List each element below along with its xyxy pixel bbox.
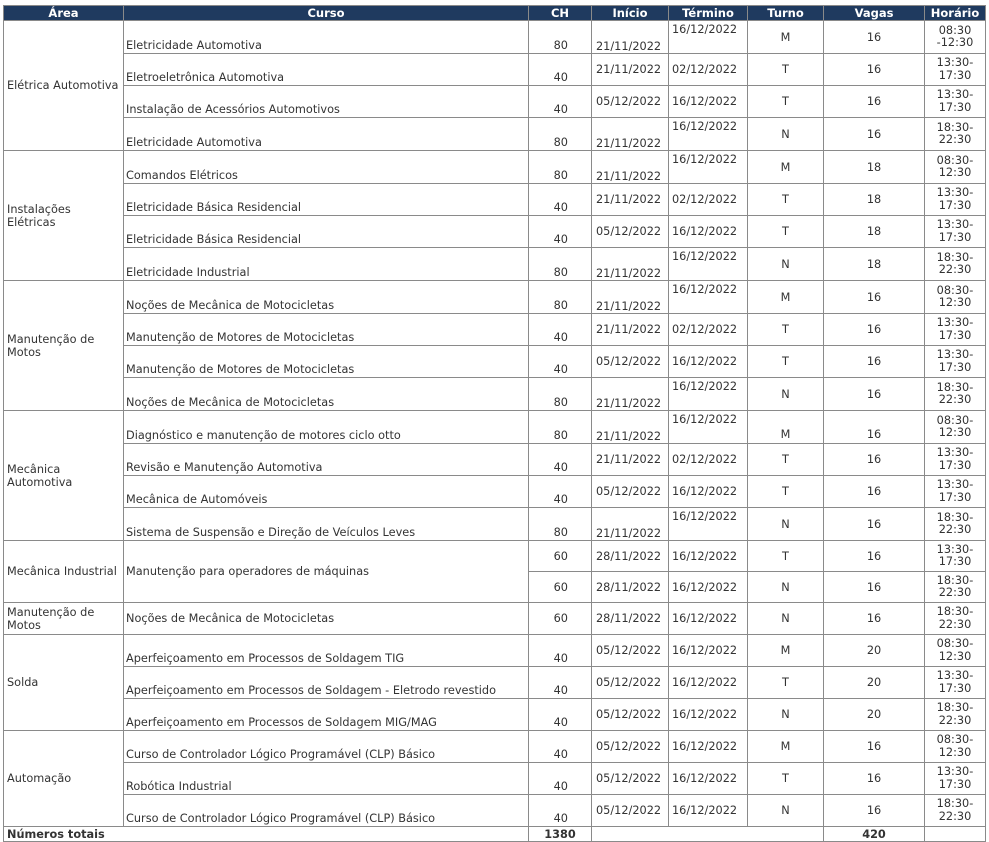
seats-cell: 18 [824,151,925,184]
seats-cell: 16 [824,346,925,378]
course-cell: Noções de Mecânica de Motocicletas [124,378,529,411]
area-cell: Mecânica Industrial [4,541,124,603]
end-date-cell: 16/12/2022 [669,795,748,827]
seats-cell: 16 [824,314,925,346]
schedule-cell: 08:30- 12:30 [925,151,986,184]
seats-cell: 16 [824,378,925,411]
shift-cell: N [748,248,824,281]
table-row [4,699,986,731]
start-date-cell: 05/12/2022 [592,476,669,508]
start-date-cell: 21/11/2022 [592,378,669,411]
shift-cell: T [748,763,824,795]
schedule-cell: 13:30- 17:30 [925,444,986,476]
start-date-cell: 21/11/2022 [592,21,669,54]
schedule-cell: 13:30- 17:30 [925,346,986,378]
start-date-cell: 05/12/2022 [592,731,669,763]
table-row [4,216,986,248]
shift-cell: T [748,86,824,118]
schedule-cell: 13:30- 17:30 [925,184,986,216]
course-cell: Eletricidade Automotiva [124,118,529,151]
start-date-cell: 05/12/2022 [592,216,669,248]
ch-cell: 40 [529,86,592,118]
seats-cell: 16 [824,118,925,151]
course-cell: Eletroeletrônica Automotiva [124,54,529,86]
table-row [4,314,986,346]
seats-cell: 16 [824,54,925,86]
table-row [4,667,986,699]
schedule-cell: 13:30- 17:30 [925,54,986,86]
course-cell: Eletricidade Básica Residencial [124,216,529,248]
end-date-cell: 16/12/2022 [669,476,748,508]
seats-cell: 16 [824,411,925,444]
course-cell: Aperfeiçoamento em Processos de Soldagem MIG/MAG [124,699,529,731]
end-date-cell: 02/12/2022 [669,314,748,346]
totals-vagas: 420 [824,827,925,842]
shift-cell: T [748,476,824,508]
schedule-cell: 08:30- 12:30 [925,731,986,763]
table-row [4,763,986,795]
course-cell: Manutenção para operadores de máquinas [124,541,529,603]
area-cell: Automação [4,731,124,827]
area-cell: Manutenção de Motos [4,603,124,635]
seats-cell: 20 [824,667,925,699]
seats-cell: 16 [824,508,925,541]
course-cell: Aperfeiçoamento em Processos de Soldagem - Eletrodo revestido [124,667,529,699]
ch-cell: 40 [529,54,592,86]
start-date-cell: 21/11/2022 [592,508,669,541]
ch-cell: 40 [529,216,592,248]
end-date-cell: 16/12/2022 [669,508,748,541]
totals-row [4,827,986,842]
shift-cell: M [748,731,824,763]
header-turno: Turno [748,6,824,21]
ch-cell: 40 [529,184,592,216]
end-date-cell: 16/12/2022 [669,86,748,118]
course-cell: Curso de Controlador Lógico Programável (CLP) Básico [124,731,529,763]
shift-cell: M [748,635,824,667]
start-date-cell: 21/11/2022 [592,411,669,444]
shift-cell: M [748,21,824,54]
seats-cell: 20 [824,635,925,667]
shift-cell: T [748,184,824,216]
area-cell: Elétrica Automotiva [4,21,124,151]
start-date-cell: 05/12/2022 [592,667,669,699]
ch-cell: 40 [529,731,592,763]
seats-cell: 16 [824,476,925,508]
ch-cell: 80 [529,151,592,184]
course-cell: Comandos Elétricos [124,151,529,184]
seats-cell: 16 [824,444,925,476]
course-cell: Noções de Mecânica de Motocicletas [124,281,529,314]
start-date-cell: 05/12/2022 [592,699,669,731]
table-row [4,541,986,572]
shift-cell: T [748,54,824,86]
schedule-cell: 18:30- 22:30 [925,508,986,541]
shift-cell: T [748,444,824,476]
start-date-cell: 05/12/2022 [592,86,669,118]
end-date-cell: 16/12/2022 [669,346,748,378]
seats-cell: 16 [824,86,925,118]
end-date-cell: 16/12/2022 [669,603,748,635]
schedule-cell: 13:30- 17:30 [925,86,986,118]
header-curso: Curso [124,6,529,21]
ch-cell: 40 [529,314,592,346]
start-date-cell: 28/11/2022 [592,603,669,635]
area-cell: Manutenção de Motos [4,281,124,411]
table-row [4,248,986,281]
table-row [4,86,986,118]
table-row [4,508,986,541]
course-cell: Manutenção de Motores de Motocicletas [124,314,529,346]
table-row [4,476,986,508]
table-row [4,635,986,667]
header-inicio: Início [592,6,669,21]
totals-empty-cell [925,827,986,842]
ch-cell: 80 [529,21,592,54]
table-row [4,411,986,444]
schedule-cell: 18:30- 22:30 [925,248,986,281]
schedule-cell: 13:30- 17:30 [925,667,986,699]
seats-cell: 16 [824,603,925,635]
course-cell: Robótica Industrial [124,763,529,795]
start-date-cell: 21/11/2022 [592,184,669,216]
table-row [4,795,986,827]
schedule-cell: 08:30- 12:30 [925,281,986,314]
shift-cell: T [748,216,824,248]
seats-cell: 18 [824,184,925,216]
end-date-cell: 16/12/2022 [669,151,748,184]
course-cell: Noções de Mecânica de Motocicletas [124,603,529,635]
end-date-cell: 16/12/2022 [669,118,748,151]
ch-cell: 40 [529,444,592,476]
schedule-cell: 13:30- 17:30 [925,763,986,795]
table-row [4,118,986,151]
table-row [4,54,986,86]
course-cell: Aperfeiçoamento em Processos de Soldagem TIG [124,635,529,667]
schedule-cell: 13:30- 17:30 [925,541,986,572]
header-vagas: Vagas [824,6,925,21]
ch-cell: 40 [529,476,592,508]
schedule-cell: 18:30- 22:30 [925,699,986,731]
ch-cell: 80 [529,118,592,151]
schedule-cell: 18:30- 22:30 [925,118,986,151]
end-date-cell: 16/12/2022 [669,411,748,444]
seats-cell: 16 [824,281,925,314]
header-area: Área [4,6,124,21]
table-row [4,444,986,476]
end-date-cell: 16/12/2022 [669,572,748,603]
end-date-cell: 02/12/2022 [669,54,748,86]
shift-cell: T [748,346,824,378]
ch-cell: 40 [529,795,592,827]
start-date-cell: 28/11/2022 [592,572,669,603]
schedule-cell: 13:30- 17:30 [925,476,986,508]
table-row [4,603,986,635]
start-date-cell: 28/11/2022 [592,541,669,572]
start-date-cell: 21/11/2022 [592,444,669,476]
course-cell: Curso de Controlador Lógico Programável (CLP) Básico [124,795,529,827]
totals-ch: 1380 [529,827,592,842]
end-date-cell: 16/12/2022 [669,699,748,731]
table-row [4,21,986,54]
course-cell: Instalação de Acessórios Automotivos [124,86,529,118]
end-date-cell: 02/12/2022 [669,444,748,476]
shift-cell: N [748,118,824,151]
ch-cell: 80 [529,281,592,314]
seats-cell: 16 [824,763,925,795]
shift-cell: M [748,281,824,314]
table-row [4,151,986,184]
ch-cell: 40 [529,346,592,378]
course-schedule-table [3,5,986,842]
shift-cell: N [748,508,824,541]
start-date-cell: 05/12/2022 [592,795,669,827]
start-date-cell: 21/11/2022 [592,151,669,184]
schedule-cell: 13:30- 17:30 [925,314,986,346]
shift-cell: M [748,151,824,184]
course-cell: Sistema de Suspensão e Direção de Veículos Leves [124,508,529,541]
table-row [4,346,986,378]
seats-cell: 16 [824,572,925,603]
end-date-cell: 16/12/2022 [669,731,748,763]
end-date-cell: 16/12/2022 [669,21,748,54]
start-date-cell: 21/11/2022 [592,248,669,281]
schedule-cell: 18:30- 22:30 [925,795,986,827]
shift-cell: N [748,378,824,411]
ch-cell: 80 [529,508,592,541]
area-cell: Mecânica Automotiva [4,411,124,541]
seats-cell: 16 [824,795,925,827]
schedule-cell: 08:30 -12:30 [925,21,986,54]
ch-cell: 60 [529,603,592,635]
shift-cell: N [748,699,824,731]
start-date-cell: 21/11/2022 [592,118,669,151]
schedule-cell: 08:30- 12:30 [925,411,986,444]
ch-cell: 80 [529,411,592,444]
seats-cell: 16 [824,21,925,54]
end-date-cell: 16/12/2022 [669,248,748,281]
end-date-cell: 16/12/2022 [669,763,748,795]
ch-cell: 60 [529,572,592,603]
table-row [4,184,986,216]
schedule-cell: 08:30- 12:30 [925,635,986,667]
shift-cell: N [748,795,824,827]
course-cell: Eletricidade Industrial [124,248,529,281]
end-date-cell: 16/12/2022 [669,635,748,667]
start-date-cell: 21/11/2022 [592,314,669,346]
ch-cell: 80 [529,378,592,411]
shift-cell: N [748,603,824,635]
course-cell: Eletricidade Automotiva [124,21,529,54]
area-cell: Solda [4,635,124,731]
end-date-cell: 16/12/2022 [669,216,748,248]
seats-cell: 16 [824,731,925,763]
end-date-cell: 16/12/2022 [669,541,748,572]
table-row [4,281,986,314]
start-date-cell: 05/12/2022 [592,635,669,667]
ch-cell: 40 [529,763,592,795]
start-date-cell: 21/11/2022 [592,54,669,86]
seats-cell: 20 [824,699,925,731]
schedule-cell: 18:30- 22:30 [925,572,986,603]
header-ch: CH [529,6,592,21]
end-date-cell: 16/12/2022 [669,378,748,411]
header-row [4,6,986,21]
shift-cell: T [748,541,824,572]
ch-cell: 40 [529,699,592,731]
course-cell: Revisão e Manutenção Automotiva [124,444,529,476]
seats-cell: 16 [824,541,925,572]
end-date-cell: 02/12/2022 [669,184,748,216]
schedule-cell: 18:30- 22:30 [925,603,986,635]
ch-cell: 40 [529,667,592,699]
ch-cell: 60 [529,541,592,572]
header-horario: Horário [925,6,986,21]
shift-cell: M [748,411,824,444]
table-row [4,731,986,763]
schedule-cell: 18:30- 22:30 [925,378,986,411]
course-cell: Diagnóstico e manutenção de motores ciclo otto [124,411,529,444]
area-cell: Instalações Elétricas [4,151,124,281]
ch-cell: 80 [529,248,592,281]
course-cell: Mecânica de Automóveis [124,476,529,508]
course-table-container [3,5,986,842]
end-date-cell: 16/12/2022 [669,667,748,699]
course-cell: Manutenção de Motores de Motocicletas [124,346,529,378]
course-cell: Eletricidade Básica Residencial [124,184,529,216]
seats-cell: 18 [824,248,925,281]
start-date-cell: 05/12/2022 [592,763,669,795]
schedule-cell: 13:30- 17:30 [925,216,986,248]
totals-label: Números totais [4,827,529,842]
header-termino: Término [669,6,748,21]
shift-cell: N [748,572,824,603]
table-row [4,378,986,411]
end-date-cell: 16/12/2022 [669,281,748,314]
shift-cell: T [748,667,824,699]
seats-cell: 18 [824,216,925,248]
ch-cell: 40 [529,635,592,667]
shift-cell: T [748,314,824,346]
totals-empty-cell [592,827,824,842]
start-date-cell: 21/11/2022 [592,281,669,314]
start-date-cell: 05/12/2022 [592,346,669,378]
